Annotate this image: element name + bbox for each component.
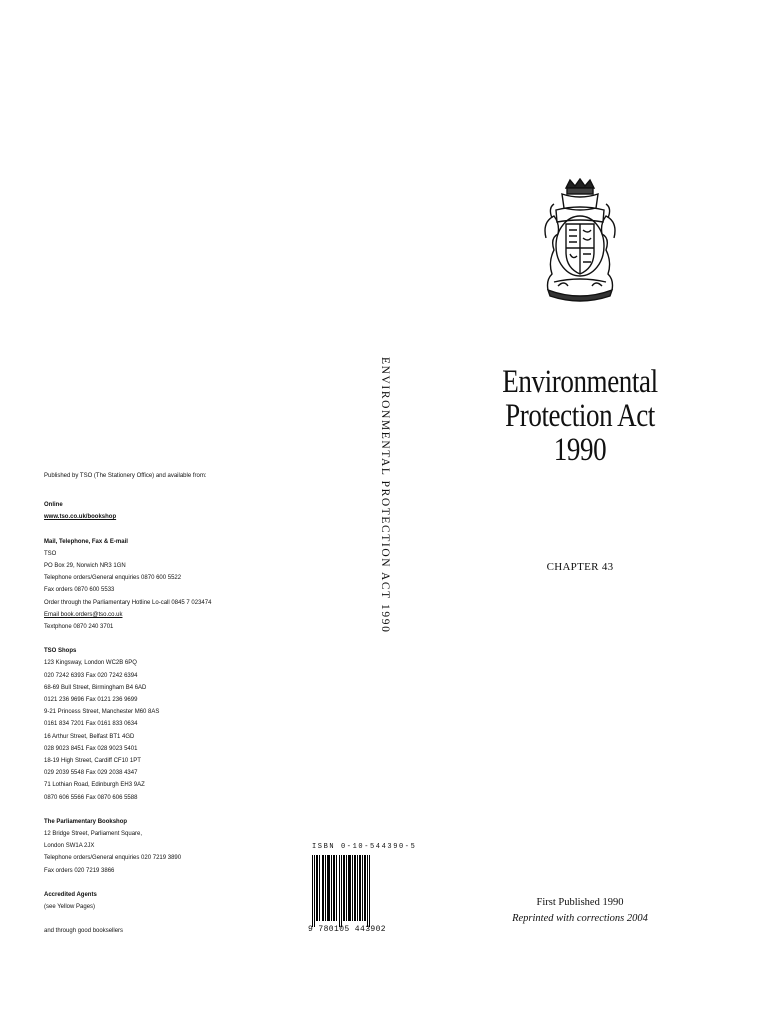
document-title	[498, 365, 662, 467]
mail-line: Telephone orders/General enquiries 0870 600 5522	[44, 575, 182, 582]
shop-line: 18-19 High Street, Cardiff CF10 1PT	[44, 758, 141, 765]
isbn-label: ISBN 0-10-544390-5	[312, 843, 417, 851]
agents-line: (see Yellow Pages)	[44, 904, 96, 911]
online-heading: Online	[44, 502, 63, 509]
title-line: Environmental	[502, 364, 658, 400]
first-published: First Published 1990	[536, 897, 624, 908]
shop-line: 029 2039 5548 Fax 029 2038 4347	[44, 770, 138, 777]
shop-line: 028 9023 8451 Fax 028 9023 5401	[44, 745, 138, 752]
parliamentary-line: 12 Bridge Street, Parliament Square,	[44, 831, 143, 838]
email-link[interactable]: Email book.orders@tso.co.uk	[44, 611, 123, 618]
shop-line: 0870 606 5566 Fax 0870 606 5588	[44, 794, 138, 801]
published-by: Published by TSO (The Stationery Office) and available from:	[44, 473, 207, 479]
mail-line: PO Box 29, Norwich NR3 1GN	[44, 563, 126, 570]
title-line: Protection Act	[505, 398, 655, 434]
shop-line: 0121 236 9696 Fax 0121 236 9699	[44, 697, 138, 704]
mail-line: Textphone 0870 240 3701	[44, 624, 114, 631]
shop-line: 9-21 Princess Street, Manchester M60 8AS	[44, 709, 160, 716]
title-line: 1990	[553, 432, 607, 468]
spine-title: ENVIRONMENTAL PROTECTION ACT 1990	[379, 357, 391, 634]
agents-heading: Accredited Agents	[44, 891, 97, 898]
shop-line: 71 Lothian Road, Edinburgh EH3 9AZ	[44, 782, 145, 789]
booksellers-footer: and through good booksellers	[44, 928, 124, 935]
royal-coat-of-arms-icon	[540, 178, 620, 306]
online-url-link[interactable]: www.tso.co.uk/bookshop	[44, 514, 117, 521]
mail-line: TSO	[44, 550, 57, 557]
back-cover	[44, 470, 274, 938]
shop-line: 68-69 Bull Street, Birmingham B4 6AD	[44, 684, 147, 691]
mail-line: Fax orders 0870 600 5533	[44, 587, 115, 594]
mail-line: Order through the Parliamentary Hotline Lo-call 0845 7 023474	[44, 599, 212, 606]
parliamentary-line: Fax orders 020 7219 3866	[44, 867, 115, 874]
parliamentary-heading: The Parliamentary Bookshop	[44, 818, 128, 825]
parliamentary-line: Telephone orders/General enquiries 020 7219 3890	[44, 855, 182, 862]
parliamentary-line: London SW1A 2JX	[44, 843, 95, 850]
shops-heading: TSO Shops	[44, 648, 77, 655]
shop-line: 16 Arthur Street, Belfast BT1 4GD	[44, 733, 135, 740]
chapter-number: CHAPTER 43	[546, 561, 614, 573]
barcode-digits: 9 780105 443902	[308, 925, 387, 934]
shop-line: 020 7242 6393 Fax 020 7242 6394	[44, 672, 138, 679]
shop-line: 123 Kingsway, London WC2B 6PQ	[44, 660, 137, 667]
shop-line: 0161 834 7201 Fax 0161 833 0634	[44, 721, 138, 728]
reprinted-note: Reprinted with corrections 2004	[512, 913, 648, 924]
barcode-icon	[312, 855, 370, 927]
mail-heading: Mail, Telephone, Fax & E-mail	[44, 538, 128, 545]
